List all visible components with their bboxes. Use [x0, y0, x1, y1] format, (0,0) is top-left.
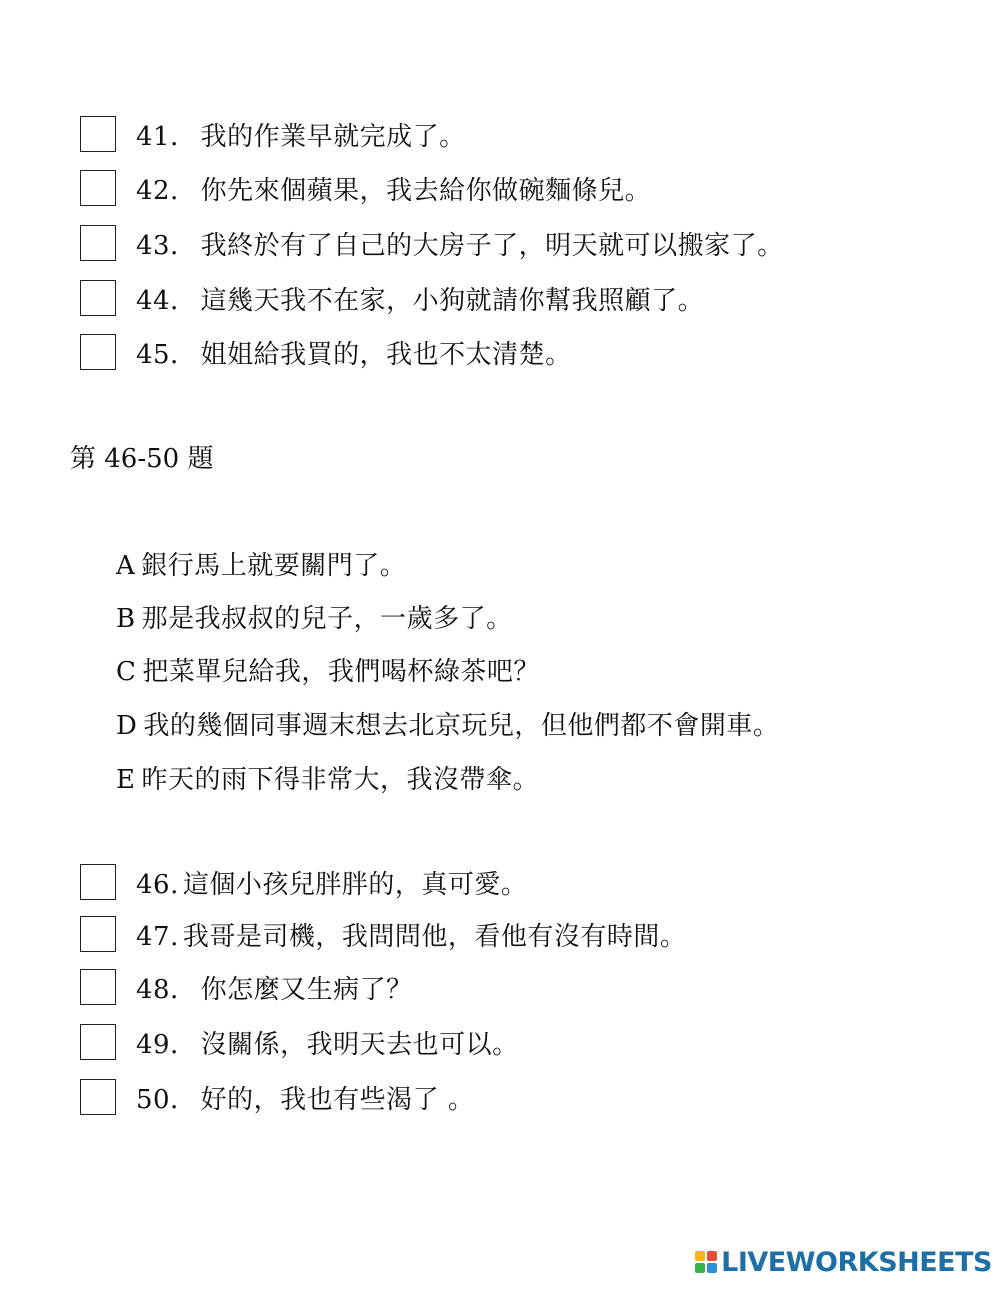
question-row-45 — [80, 332, 572, 372]
question-number: 41． — [136, 121, 197, 152]
option-text: 那是我叔叔的兒子，一歲多了。 — [141, 604, 513, 634]
question-number: 43． — [136, 230, 197, 261]
question-text-48: 48． 你怎麼又生病了？ — [136, 974, 413, 1005]
question-number: 49． — [136, 1029, 197, 1060]
question-text-43: 43． 我終於有了自己的大房子了，明天就可以搬家了。 — [136, 230, 784, 261]
question-text-50: 50． 好的，我也有些渴了 。 — [136, 1084, 475, 1115]
question-text-47: 47. 我哥是司機，我問問他，看他有沒有時間。 — [136, 921, 687, 952]
question-row-42 — [80, 168, 651, 208]
option-letter: C — [116, 657, 137, 687]
option-letter: E — [116, 765, 136, 795]
question-row-50 — [80, 1077, 474, 1117]
option-letter: B — [116, 604, 136, 634]
option-e — [116, 759, 539, 796]
liveworksheets-logo[interactable] — [695, 1247, 992, 1277]
section-title: 第 46-50 題 — [70, 444, 214, 474]
question-row-49 — [80, 1022, 519, 1062]
logo-square-4 — [707, 1263, 717, 1273]
question-number: 42． — [136, 175, 197, 206]
question-number: 45． — [136, 339, 197, 370]
option-text: 銀行馬上就要關門了。 — [141, 551, 407, 581]
option-text: 把菜單兒給我，我們喝杯綠茶吧？ — [142, 657, 540, 687]
question-text-49: 49． 沒關係，我明天去也可以。 — [136, 1029, 519, 1060]
logo-square-3 — [695, 1263, 705, 1273]
logo-text: LIVEWORKSHEETS — [721, 1246, 992, 1278]
question-number: 46. — [136, 869, 179, 900]
option-letter: D — [116, 711, 138, 741]
option-a — [116, 545, 406, 582]
answer-box-41[interactable] — [80, 116, 116, 152]
question-number: 44． — [136, 285, 197, 316]
option-d — [116, 705, 779, 742]
question-row-43 — [80, 223, 784, 263]
answer-box-42[interactable] — [80, 170, 116, 206]
answer-box-45[interactable] — [80, 334, 116, 370]
question-text-44: 44． 這幾天我不在家，小狗就請你幫我照顧了。 — [136, 285, 705, 316]
answer-box-44[interactable] — [80, 280, 116, 316]
liveworksheets-logo-icon — [695, 1251, 717, 1273]
question-row-48 — [80, 967, 413, 1007]
question-row-47 — [80, 914, 686, 954]
question-text-42: 42． 你先來個蘋果，我去給你做碗麵條兒。 — [136, 175, 652, 206]
answer-box-47[interactable] — [80, 916, 116, 952]
option-c — [116, 651, 540, 688]
question-text-41: 41． 我的作業早就完成了。 — [136, 121, 466, 152]
question-number: 50． — [136, 1084, 197, 1115]
question-number: 48． — [136, 974, 197, 1005]
logo-square-2 — [707, 1251, 717, 1261]
option-letter: A — [116, 551, 136, 581]
logo-square-1 — [695, 1251, 705, 1261]
question-row-44 — [80, 278, 704, 318]
question-row-46 — [80, 862, 527, 902]
option-text: 昨天的雨下得非常大，我沒帶傘。 — [141, 765, 539, 795]
option-b — [116, 598, 513, 635]
answer-box-50[interactable] — [80, 1079, 116, 1115]
answer-box-43[interactable] — [80, 225, 116, 261]
answer-box-49[interactable] — [80, 1024, 116, 1060]
option-text: 我的幾個同事週末想去北京玩兒，但他們都不會開車。 — [143, 711, 780, 741]
question-text-46: 46. 這個小孩兒胖胖的，真可愛。 — [136, 869, 528, 900]
question-number: 47. — [136, 921, 179, 952]
answer-box-46[interactable] — [80, 864, 116, 900]
answer-box-48[interactable] — [80, 969, 116, 1005]
question-text-45: 45． 姐姐給我買的，我也不太清楚。 — [136, 339, 572, 370]
question-row-41 — [80, 114, 466, 154]
